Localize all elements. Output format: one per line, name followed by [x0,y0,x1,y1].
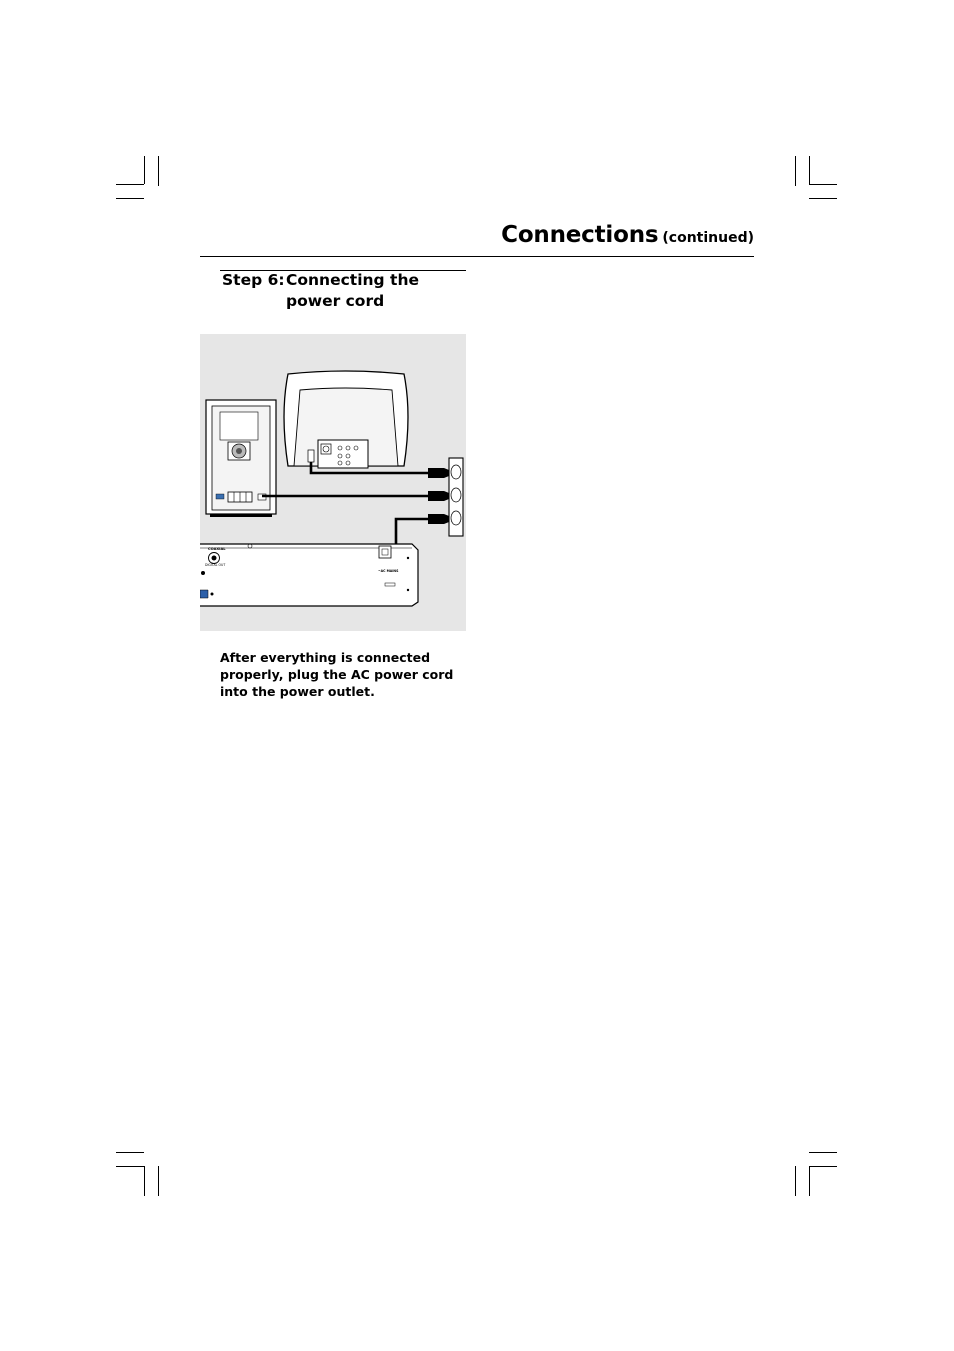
step-number: Step 6: [222,271,285,289]
header-divider [200,256,754,257]
ac-mains-label: ~AC MAINS [378,569,399,573]
crop-mark [809,1152,837,1153]
page-title-subtitle: (continued) [662,230,754,246]
crop-mark [809,1166,810,1196]
crop-mark [795,156,796,186]
crop-mark [116,1166,144,1167]
connection-diagram [200,334,466,631]
page-title [501,222,754,248]
wall-outlet [449,458,463,536]
step-title: Connecting the power cord [286,271,419,310]
instruction-text: After everything is connected properly, plug the AC power cord into the power outlet. [220,650,454,699]
television [284,371,408,468]
subwoofer [206,400,276,517]
dvd-player [200,544,418,606]
crop-mark [116,184,144,185]
crop-mark [809,184,837,185]
power-plugs [428,468,449,524]
crop-mark [158,1166,159,1196]
power-cords [262,462,430,548]
crop-mark [809,198,837,199]
digital-out-label: DIGITAL OUT [205,563,226,567]
crop-mark [809,1166,837,1167]
crop-mark [116,1152,144,1153]
crop-mark [116,198,144,199]
crop-mark [158,156,159,186]
crop-mark [144,1166,145,1196]
page-title-main: Connections [501,222,659,248]
crop-mark [809,156,810,184]
crop-mark [795,1166,796,1196]
coaxial-label: COAXIAL [208,547,226,551]
crop-mark [144,156,145,184]
connection-illustration [200,334,466,631]
